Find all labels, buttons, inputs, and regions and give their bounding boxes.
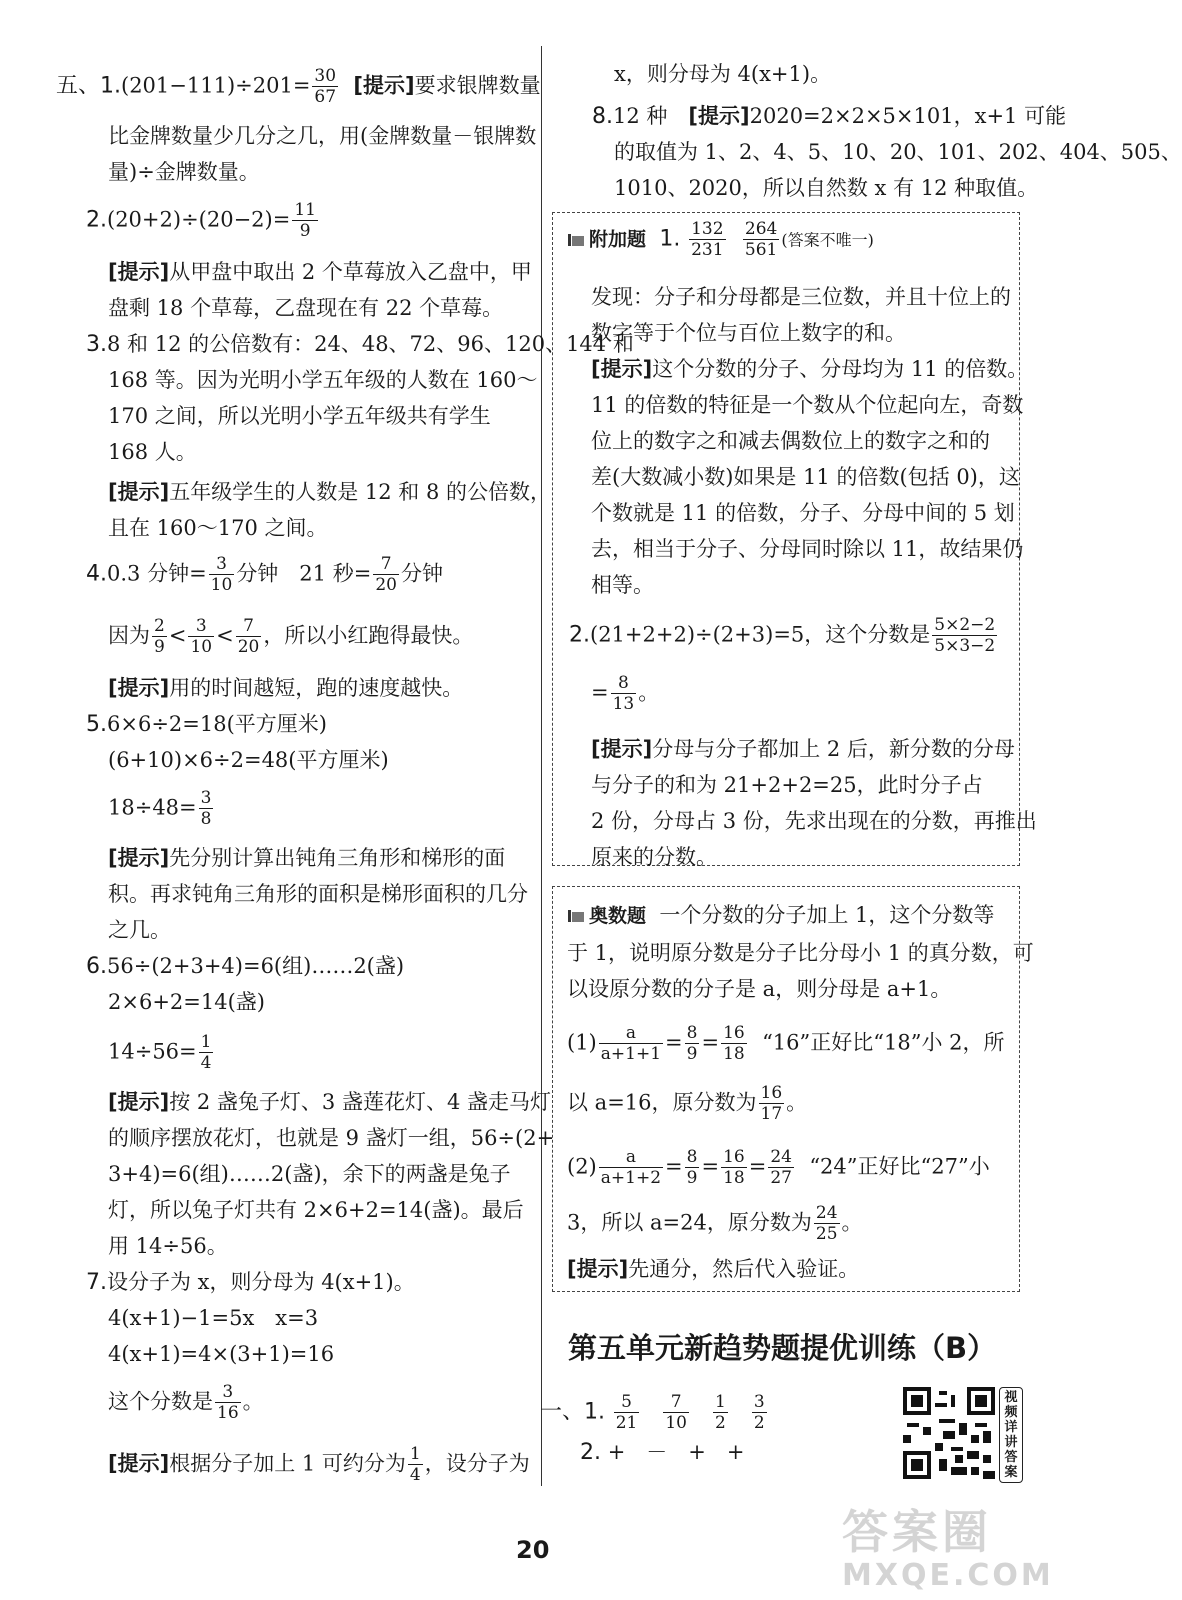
text-line: 位上的数字之和减去偶数位上的数字之和的 — [591, 429, 990, 453]
answer-1: 一、1. $\frac{5}{21}$ $\frac{7}{10}$ $\frac{1}{2}$ $\frac{3}{2}$ — [540, 1392, 765, 1433]
fraction: $\frac{3}{16}$ — [217, 1382, 239, 1423]
hint-line: [提示]根据分子加上 1 可约分为 $\frac{1}{4}$ ，设分子为 — [108, 1444, 530, 1485]
text-line: (6+10)×6÷2=48(平方厘米) — [108, 748, 389, 772]
q8-answer: 8.12 种 [提示]2020=2×2×5×101，x+1 可能 — [592, 104, 1067, 129]
fraction: $\frac{7}{20}$ — [237, 616, 260, 657]
fraction: $\frac{8}{9}$ — [686, 1023, 698, 1064]
text-line: 灯，所以兔子灯共有 2×6+2=14(盏)。最后 — [108, 1198, 524, 1222]
fraction: $\frac{3}{8}$ — [200, 788, 212, 829]
column-divider — [541, 46, 542, 1486]
hint-line: [提示]分母与分子都加上 2 后，新分数的分母 — [591, 737, 1015, 761]
fraction: $\frac{7}{10}$ — [665, 1392, 687, 1433]
unit-title: 第五单元新趋势题提优训练（B） — [568, 1331, 997, 1365]
fraction: $\frac{1}{4}$ — [409, 1444, 421, 1485]
fraction: $\frac{24}{25}$ — [815, 1203, 838, 1244]
fraction: $\frac{3}{10}$ — [190, 616, 213, 657]
q7-result: 这个分数是 $\frac{3}{16}$ 。 — [108, 1382, 264, 1423]
olympiad-title-line: 奥数题 一个分数的分子加上 1，这个分数等 — [567, 901, 994, 930]
text-line: 的取值为 1、2、4、5、10、20、101、202、404、505、 — [614, 140, 1182, 164]
text-line: 168 等。因为光明小学五年级的人数在 160～ — [108, 368, 538, 392]
page-number: 20 — [516, 1536, 550, 1564]
text-line: 于 1，说明原分数是分子比分母小 1 的真分数，可 — [567, 941, 1034, 965]
text-line: 差(大数减小数)如果是 11 的倍数(包括 0)，这 — [591, 465, 1020, 489]
q2-answer: 2.(20+2)÷(20−2)= $\frac{11}{9}$ — [86, 200, 316, 241]
fraction: $\frac{2}{9}$ — [154, 616, 165, 657]
fraction: $\frac{24}{27}$ — [770, 1147, 792, 1188]
fraction: $\frac{11}{9}$ — [294, 200, 316, 241]
q3-answer: 3.8 和 12 的公倍数有：24、48、72、96、120、144 和 — [86, 332, 634, 357]
answer-2: 2. + － + + — [580, 1440, 745, 1465]
hint-line: [提示]从甲盘中取出 2 个草莓放入乙盘中，甲 — [108, 260, 532, 284]
text-line: 比金牌数量少几分之几，用(金牌数量－银牌数 — [108, 124, 537, 148]
fraction: $\frac{5}{21}$ — [615, 1392, 638, 1433]
q7-answer: 7.设分子为 x，则分母为 4(x+1)。 — [86, 1270, 415, 1295]
hint-line: [提示]五年级学生的人数是 12 和 8 的公倍数， — [108, 480, 551, 504]
fraction: $\frac{a}{a+1+2}$ — [600, 1147, 662, 1188]
text-line: 之几。 — [108, 918, 171, 942]
text-line: 原来的分数。 — [591, 845, 717, 869]
text-line: 170 之间，所以光明小学五年级共有学生 — [108, 404, 491, 428]
fraction: $\frac{264}{561}$ — [744, 219, 778, 260]
fraction: $\frac{8}{9}$ — [686, 1147, 698, 1188]
olympiad-part1-result: 以 a=16，原分数为 $\frac{16}{17}$ 。 — [567, 1083, 808, 1124]
olympiad-part2: (2) $\frac{a}{a+1+2}$ = $\frac{8}{9}$ = $\frac{16}{18}$ = $\frac{24}{27}$ “24”正好比“27”小 — [567, 1147, 990, 1188]
hint-line: [提示]先通分，然后代入验证。 — [567, 1257, 860, 1281]
text-line: 2 份，分母占 3 份，先求出现在的分数，再推出 — [591, 809, 1037, 833]
qr-code-icon[interactable] — [903, 1387, 995, 1479]
text-line: 用 14÷56。 — [108, 1234, 228, 1258]
qr-label: 视频详讲答案 — [999, 1387, 1023, 1483]
hint-line: [提示]先分别计算出钝角三角形和梯形的面 — [108, 846, 506, 870]
fraction: $\frac{16}{18}$ — [723, 1023, 745, 1064]
text-line: 的顺序摆放花灯，也就是 9 盏灯一组，56÷(2+ — [108, 1126, 555, 1150]
olympiad-part2-result: 3，所以 a=24，原分数为 $\frac{24}{25}$ 。 — [567, 1203, 863, 1244]
text-line: 积。再求钝角三角形的面积是梯形面积的几分 — [108, 882, 528, 906]
fraction: $\frac{3}{2}$ — [753, 1392, 765, 1433]
extra-title-line: 附加题 1. $\frac{132}{231}$ $\frac{264}{561}$ (答案不唯一) — [567, 221, 874, 259]
extra-questions-box — [552, 212, 1037, 869]
q6-result: 14÷56= $\frac{1}{4}$ — [108, 1032, 212, 1073]
q4-compare: 因为 $\frac{2}{9}$ < $\frac{3}{10}$ < $\frac{7}{20}$ ，所以小红跑得最快。 — [108, 616, 474, 657]
text-line: 个数就是 11 的倍数，分子、分母中间的 5 划 — [591, 501, 1015, 525]
hint-line: [提示]按 2 盏兔子灯、3 盏莲花灯、4 盏走马灯 — [108, 1090, 551, 1114]
hint-line: [提示]这个分数的分子、分母均为 11 的倍数。 — [591, 357, 1029, 381]
q6-answer: 6.56÷(2+3+4)=6(组)……2(盏) — [86, 954, 405, 979]
fraction: $\frac{1}{2}$ — [715, 1392, 726, 1433]
fraction: $\frac{8}{13}$ — [612, 673, 635, 714]
text-line: 相等。 — [591, 573, 654, 597]
text-line: 11 的倍数的特征是一个数从个位起向左，奇数 — [591, 393, 1024, 417]
fraction: $\frac{16}{17}$ — [760, 1083, 783, 1124]
fraction: $\frac{1}{4}$ — [200, 1032, 212, 1073]
book-icon — [567, 232, 585, 248]
watermark: 答案圈 MXQE.COM — [842, 1505, 1054, 1593]
fraction: $\frac{7}{20}$ — [375, 554, 397, 595]
text-line: 量)÷金牌数量。 — [108, 160, 260, 184]
text-line: 与分子的和为 21+2+2=25，此时分子占 — [591, 773, 983, 797]
hint-line: [提示]用的时间越短，跑的速度越快。 — [108, 676, 464, 700]
text-line: 盘剩 18 个草莓，乙盘现在有 22 个草莓。 — [108, 296, 504, 320]
extra-q2-answer: 2.(21+2+2)÷(2+3)=5，这个分数是 $\frac{5\times 2-2}{5\times 3-2}$ — [569, 615, 996, 656]
olympiad-part1: (1) $\frac{a}{a+1+1}$ = $\frac{8}{9}$ = $\frac{16}{18}$ “16”正好比“18”小 2，所 — [567, 1023, 1005, 1064]
text-line: 168 人。 — [108, 440, 197, 464]
text-line: 去，相当于分子、分母同时除以 11，故结果仍 — [591, 537, 1024, 561]
text-line: 且在 160～170 之间。 — [108, 516, 328, 540]
fraction: $\frac{a}{a+1+1}$ — [600, 1023, 662, 1064]
extra-q2-result: = $\frac{8}{13}$ 。 — [591, 673, 660, 714]
q5-answer: 5.6×6÷2=18(平方厘米) — [86, 712, 327, 737]
text-line: 1010、2020，所以自然数 x 有 12 种取值。 — [614, 176, 1039, 200]
text-line: 2×6+2=14(盏) — [108, 990, 265, 1014]
text-line: 发现：分子和分母都是三位数，并且十位上的 — [591, 285, 1011, 309]
book-icon — [567, 908, 585, 924]
text-line: x，则分母为 4(x+1)。 — [614, 62, 832, 86]
fraction: $\frac{30}{67}$ — [314, 66, 337, 107]
text-line: 4(x+1)=4×(3+1)=16 — [108, 1342, 335, 1366]
fraction: $\frac{16}{18}$ — [723, 1147, 745, 1188]
fraction: $\frac{5\times 2-2}{5\times 3-2}$ — [934, 615, 996, 656]
text-line: 数字等于个位与百位上数字的和。 — [591, 321, 906, 345]
fraction: $\frac{132}{231}$ — [691, 219, 724, 260]
q5-1-answer: 五、1.(201−111)÷201= $\frac{30}{67}$ [提示]要求银牌数量 — [56, 66, 541, 107]
text-line: 以设原分数的分子是 a，则分母是 a+1。 — [567, 977, 952, 1001]
text-line: 4(x+1)−1=5x x=3 — [108, 1306, 319, 1330]
text-line: 3+4)=6(组)……2(盏)，余下的两盏是兔子 — [108, 1162, 511, 1186]
olympiad-box — [552, 886, 1034, 1292]
q4-answer: 4.0.3 分钟= $\frac{3}{10}$ 分钟 21 秒= $\frac{7}{20}$ 分钟 — [86, 554, 443, 595]
fraction: $\frac{3}{10}$ — [210, 554, 233, 595]
q5-result: 18÷48= $\frac{3}{8}$ — [108, 788, 212, 829]
